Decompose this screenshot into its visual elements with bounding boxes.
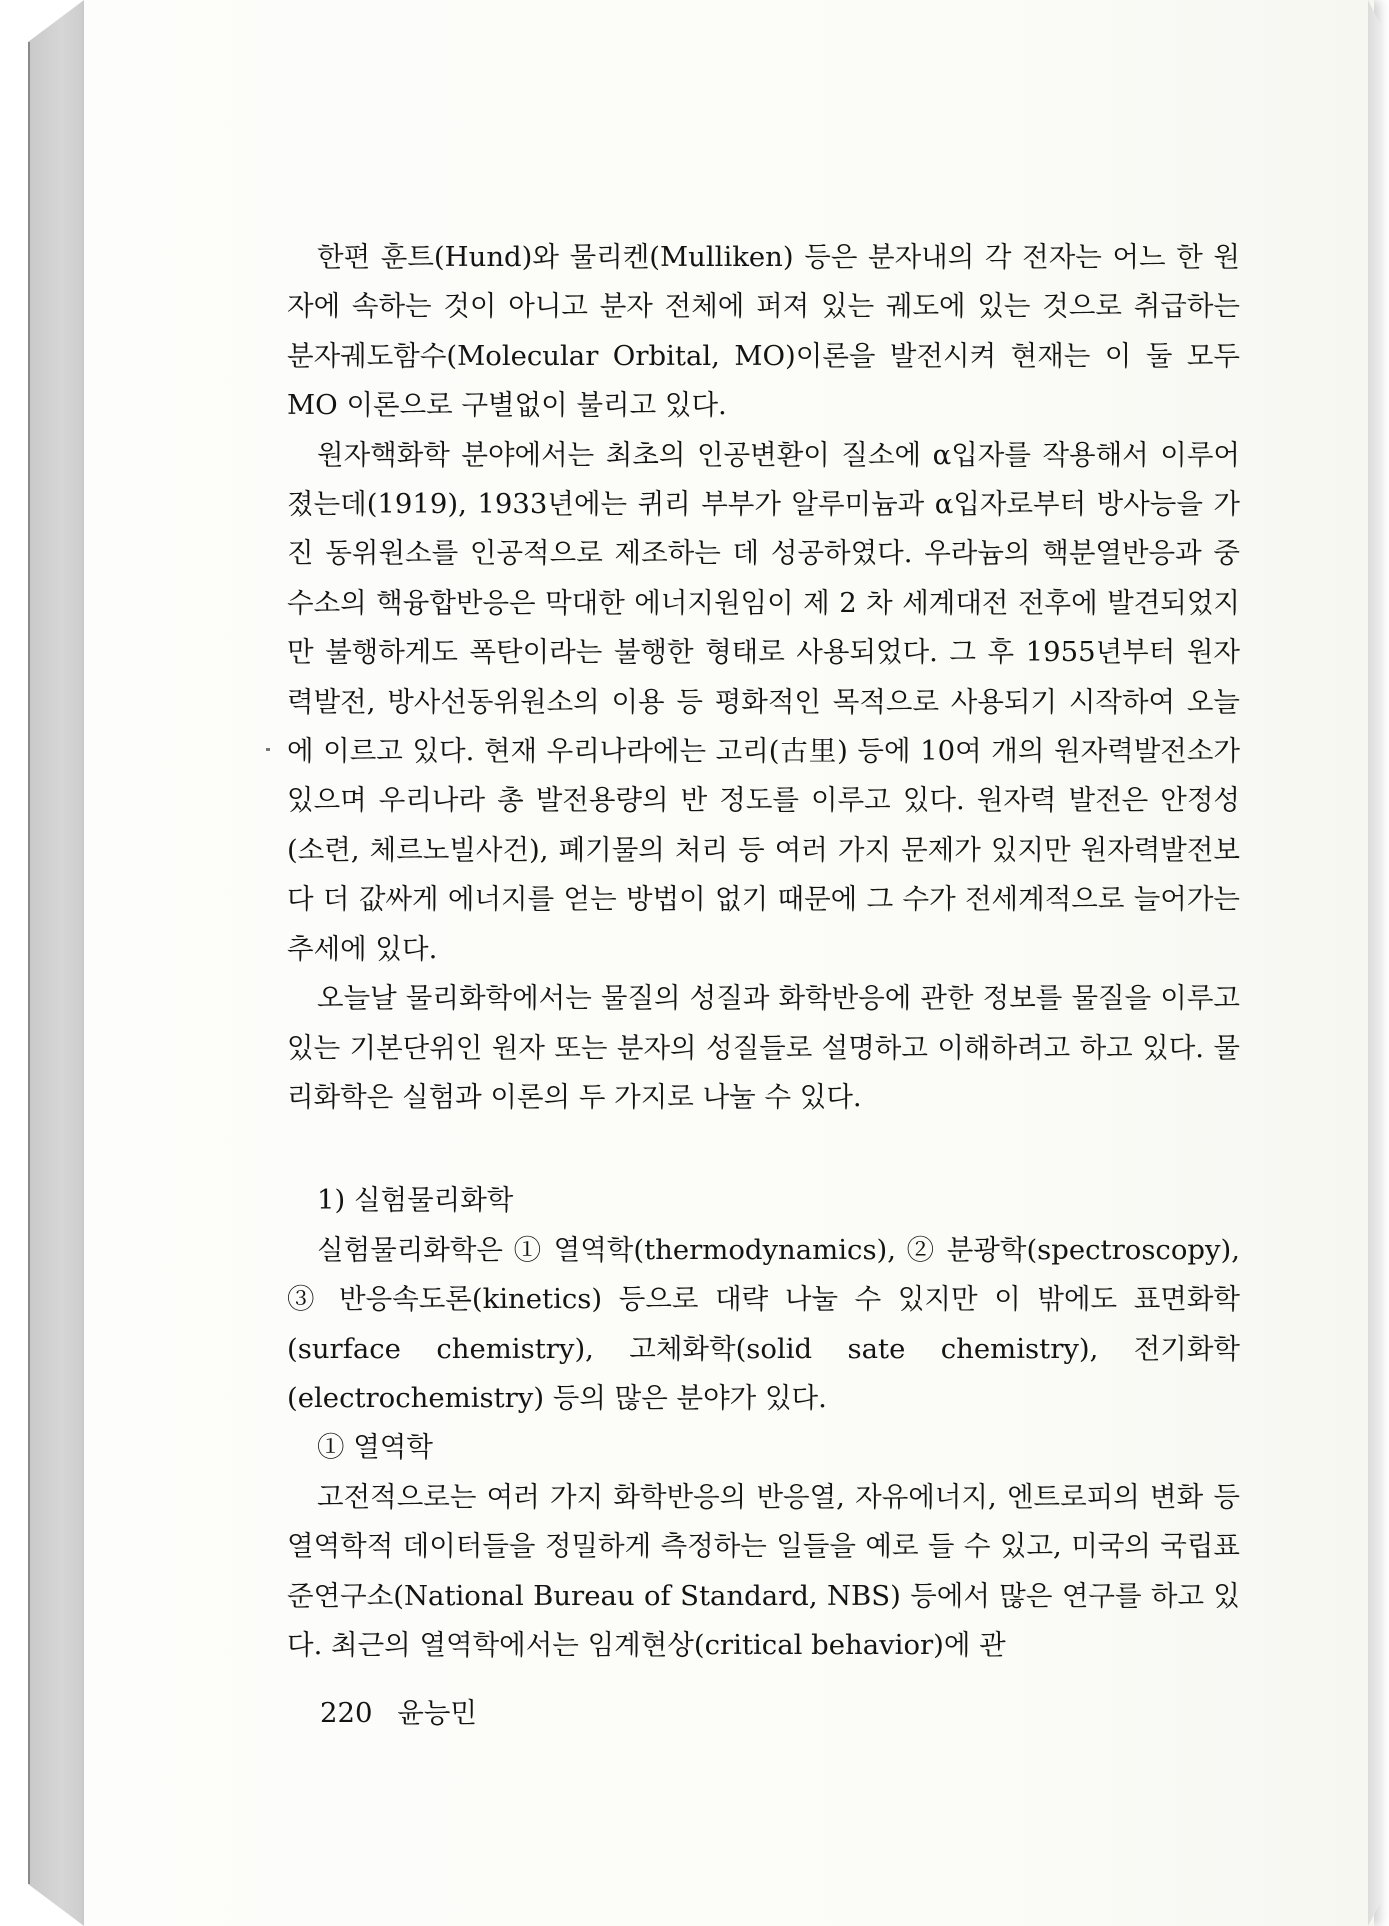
section-heading: 1) 실험물리화학 xyxy=(317,1184,514,1217)
paragraph-physical-chemistry: 오늘날 물리화학에서는 물질의 성질과 화학반응에 관한 정보를 물질을 이루고 있는 기본단위인 원자 또는 분자의 성질들로 설명하고 이해하려고 하고 있다. 물리화학은 실험과 이론의 두 가지로 나눌 수 있다. xyxy=(287,982,1240,1113)
page-right-edge xyxy=(1368,0,1382,1926)
section-gap xyxy=(287,1122,1240,1176)
author-name: 윤능민 xyxy=(397,1697,477,1729)
subsection-heading: ① 열역학 xyxy=(317,1431,433,1464)
paragraph-thermodynamics: 고전적으로는 여러 가지 화학반응의 반응열, 자유에너지, 엔트로피의 변화 등 열역학적 데이터들을 정밀하게 측정하는 일들을 예로 들 수 있고, 미국의 국립표준연구소(National Bureau of Standard, NBS) 등에서 많은 연구를 하고 있다. 최근의 열역학에서는 임계현상(critical behavior)에 관 xyxy=(287,1480,1240,1661)
body-text xyxy=(287,233,1240,1670)
paragraph-nuclear-chemistry: 원자핵화학 분야에서는 최초의 인공변환이 질소에 α입자를 작용해서 이루어졌는데(1919), 1933년에는 퀴리 부부가 알루미늄과 α입자로부터 방사능을 가진 동위원소를 인공적으로 제조하는 데 성공하였다. 우라늄의 핵분열반응과 중수소의 핵융합반응은 막대한 에너지원임이 제 2 차 세계대전 전후에 발견되었지만 불행하게도 폭탄이라는 불행한 형태로 사용되었다. 그 후 1955년부터 원자력발전, 방사선동위원소의 이용 등 평화적인 목적으로 사용되기 시작하여 오늘에 이르고 있다. 현재 우리나라에는 고리(古里) 등에 10여 개의 원자력발전소가 있으며 우리나라 총 발전용량의 반 정도를 이루고 있다. 원자력 발전은 안정성(소련, 체르노빌사건), 폐기물의 처리 등 여러 가지 문제가 있지만 원자력발전보다 더 값싸게 에너지를 얻는 방법이 없기 때문에 그 수가 전세계적으로 늘어가는 추세에 있다. xyxy=(287,438,1240,965)
page-footer xyxy=(320,1690,477,1730)
book-spine-edge xyxy=(28,0,30,1926)
scan-speck xyxy=(266,748,270,751)
paragraph-mo-theory: 한편 훈트(Hund)와 물리켄(Mulliken) 등은 분자내의 각 전자는 어느 한 원자에 속하는 것이 아니고 분자 전체에 퍼져 있는 궤도에 있는 것으로 취급하는 분자궤도함수(Molecular Orbital, MO)이론을 발전시켜 현재는 이 둘 모두 MO 이론으로 구별없이 불리고 있다. xyxy=(287,241,1240,422)
book-spine xyxy=(28,0,84,1926)
paragraph-experimental-physical-chemistry: 실험물리화학은 ① 열역학(thermodynamics), ② 분광학(spectroscopy), ③ 반응속도론(kinetics) 등으로 대략 나눌 수 있지만 이 밖에도 표면화학(surface chemistry), 고체화학(solid sate chemistry), 전기화학(electrochemistry) 등의 많은 분야가 있다. xyxy=(287,1233,1240,1414)
page-number: 220 xyxy=(320,1697,373,1729)
